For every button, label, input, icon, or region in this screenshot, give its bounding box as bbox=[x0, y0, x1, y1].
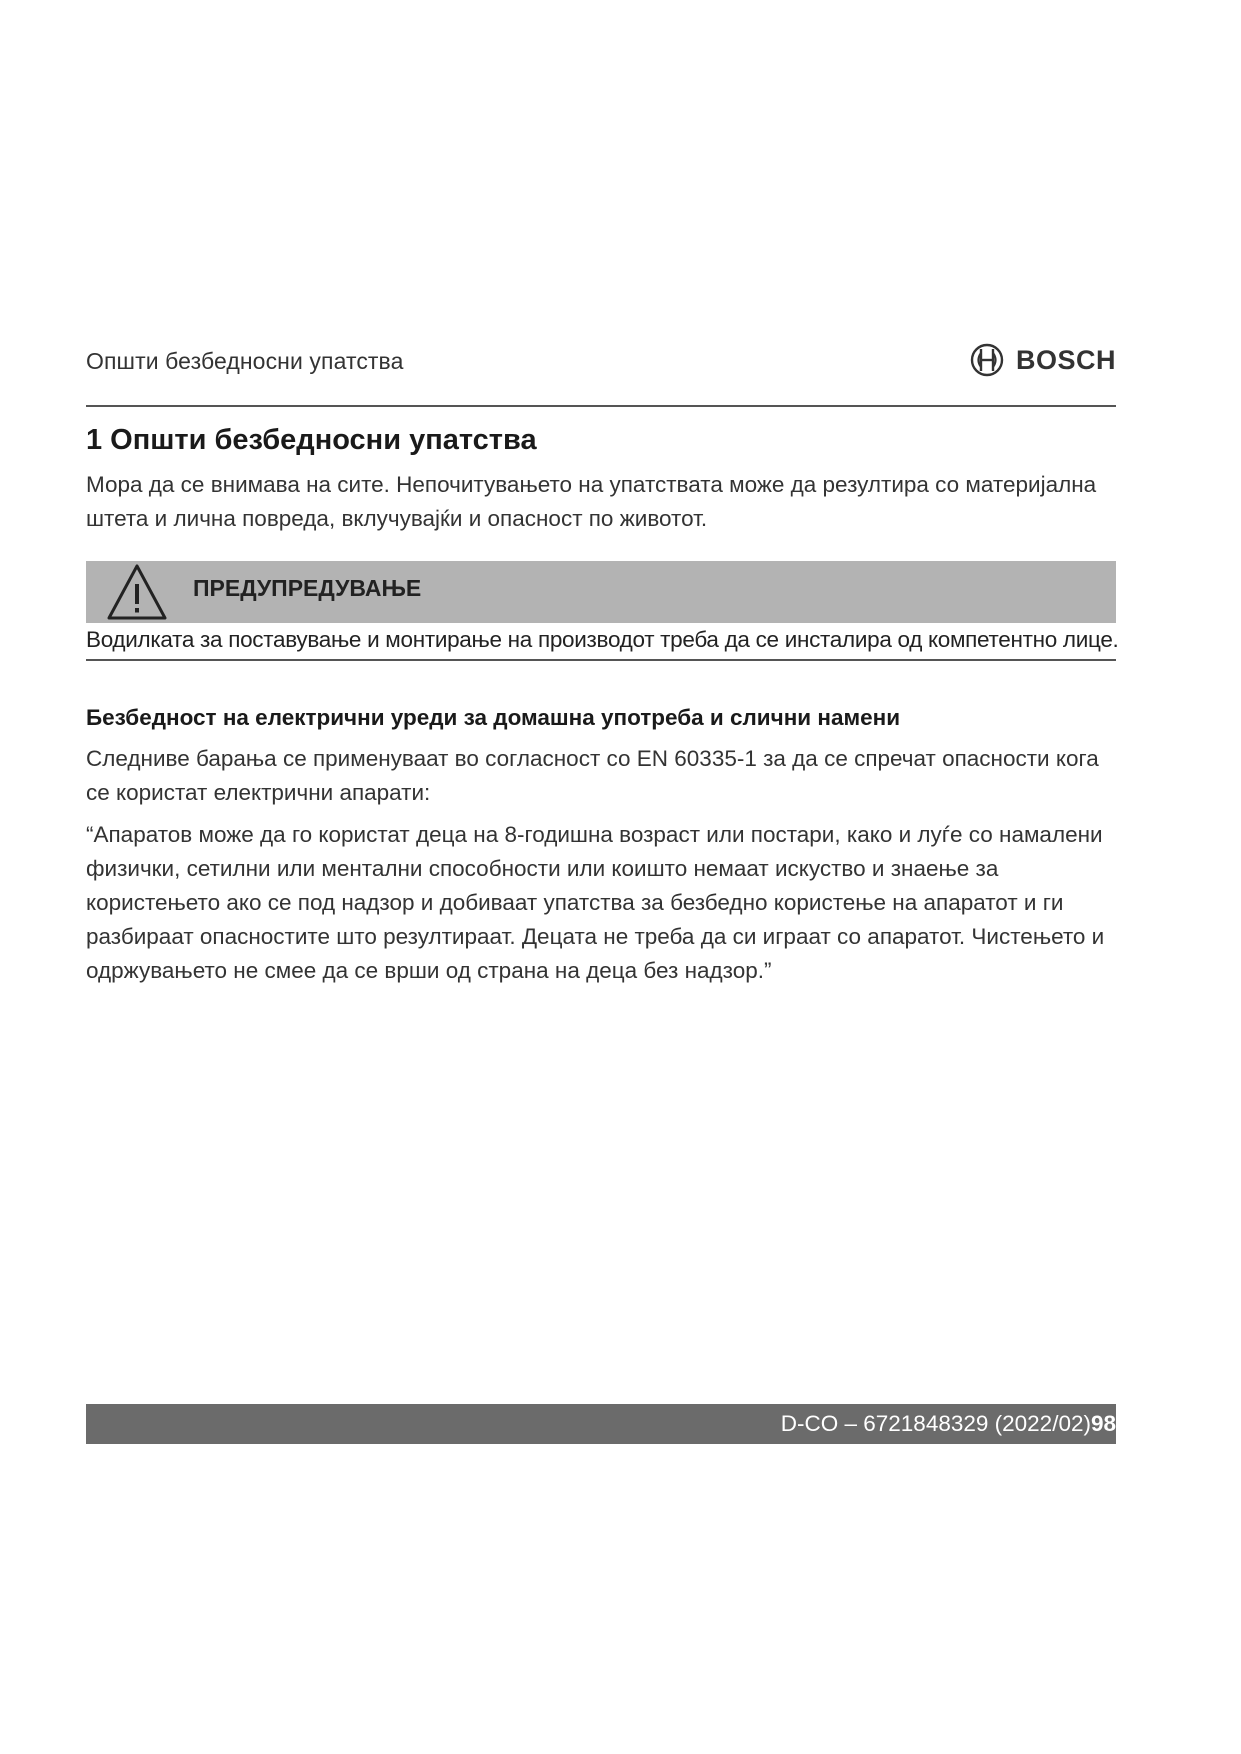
brand-name: BOSCH bbox=[1015, 344, 1116, 375]
page-footer bbox=[86, 1404, 1116, 1444]
brand-logo bbox=[970, 342, 1116, 378]
warning-triangle-icon bbox=[106, 563, 168, 626]
warning-divider bbox=[86, 659, 1116, 661]
safety-paragraph-2: “Апаратов може да го користат деца на 8-годишна возраст или постари, како и луѓе со намалени физички, сетилни или ментални способности или коишто немаат искуство и знаење за користењето ако се под надзор и добиваат упатства за безбедно користење на апаратот и ги разбираат опасностите што резултираат. Децата не треба да си играат со апаратот. Чистењето и одржувањето не смее да се врши од страна на деца без надзор.” bbox=[86, 822, 1105, 983]
bosch-armature-icon bbox=[970, 343, 1004, 377]
intro-paragraph: Мора да се внимава на сите. Непочитувањето на упатствата може да резултира со материјална штета и лична повреда, вклучувајќи и опасност по животот. bbox=[86, 472, 1097, 531]
header-title: Општи безбедносни упатства bbox=[86, 348, 404, 374]
safety-heading: Безбедност на електрични уреди за домашна употреба и слични намени bbox=[86, 705, 901, 730]
page-header bbox=[86, 340, 1116, 380]
section-title: 1 Општи безбедносни упатства bbox=[86, 424, 537, 456]
footer-text bbox=[781, 1411, 1116, 1437]
safety-paragraph-1: Следниве барања се применуваат во согласност со EN 60335-1 за да се спречат опасности кога се користат електрични апарати: bbox=[86, 746, 1099, 805]
header-divider bbox=[86, 405, 1116, 407]
warning-title: ПРЕДУПРЕДУВАЊЕ bbox=[193, 575, 422, 601]
warning-text: Водилката за поставување и монтирање на производот треба да се инсталира од компетентно лице. bbox=[86, 627, 1119, 652]
footer-doc-ref: D-CO – 6721848329 (2022/02) bbox=[780, 1411, 1091, 1436]
document-page bbox=[86, 0, 1119, 1754]
warning-bar bbox=[86, 561, 1116, 623]
footer-page-number: 98 bbox=[1090, 1411, 1116, 1436]
